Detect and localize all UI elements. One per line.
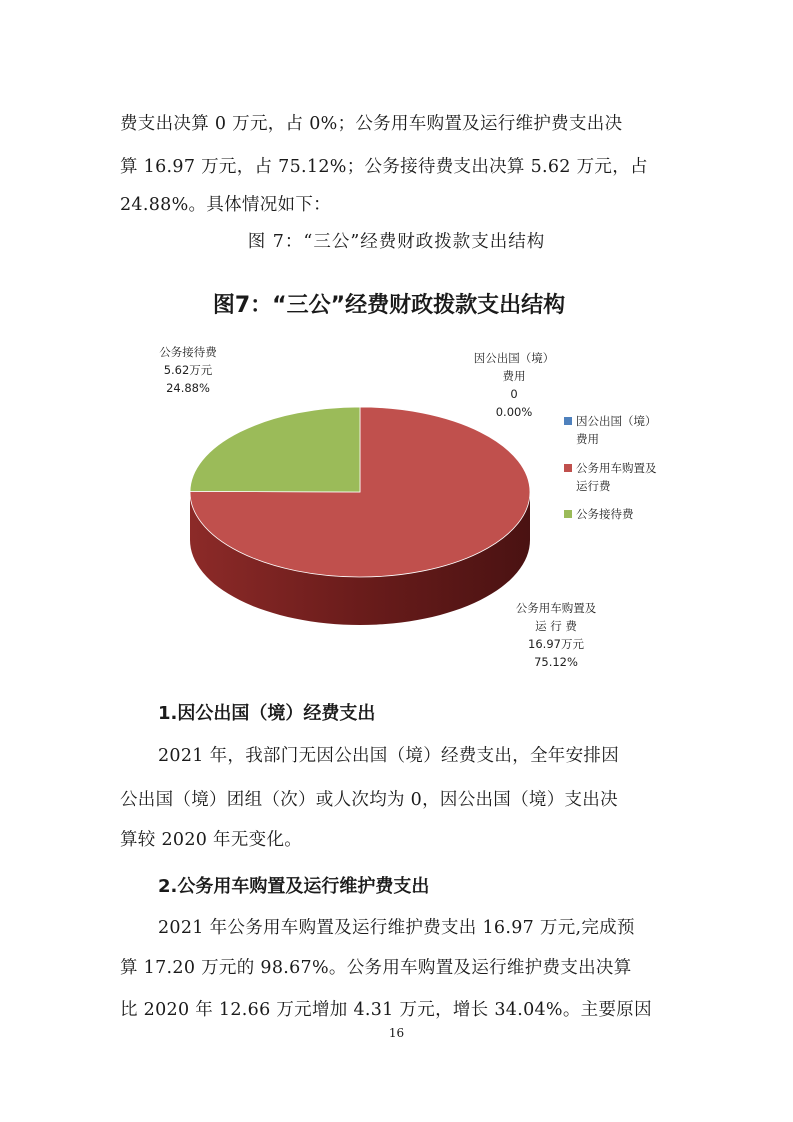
chart-title: 图7：“三公”经费财政拨款支出结构 [212, 293, 566, 318]
legend-label: 公务接待费 [576, 507, 634, 521]
legend-label: 运行费 [576, 479, 611, 493]
legend-swatch [564, 464, 572, 472]
data-label: 因公出国（境） [473, 351, 555, 365]
data-label: 0 [510, 387, 518, 401]
legend-swatch [564, 510, 572, 518]
data-label: 24.88% [166, 381, 210, 395]
data-label: 公务接待费 [159, 345, 217, 359]
legend-swatch [564, 417, 572, 425]
paragraph-line: 算 17.20 万元的 98.67%。公务用车购置及运行维护费支出决算 [120, 958, 632, 978]
data-label: 16.97万元 [528, 637, 584, 651]
section-heading: 2.公务用车购置及运行维护费支出 [158, 876, 430, 897]
data-label: 费用 [502, 369, 526, 383]
paragraph-line: 费支出决算 0 万元，占 0%；公务用车购置及运行维护费支出决 [120, 114, 623, 134]
paragraph-line: 算 16.97 万元，占 75.12%；公务接待费支出决算 5.62 万元，占 [120, 157, 648, 177]
section-heading: 1.因公出国（境）经费支出 [158, 703, 376, 724]
data-label: 0.00% [495, 405, 533, 419]
paragraph-line: 2021 年，我部门无因公出国（境）经费支出，全年安排因 [158, 746, 619, 766]
figure-caption: 图 7：“三公”经费财政拨款支出结构 [247, 232, 546, 252]
paragraph-line: 2021 年公务用车购置及运行维护费支出 16.97 万元,完成预 [158, 918, 635, 938]
paragraph-line: 24.88%。具体情况如下： [120, 195, 331, 215]
data-label: 运 行 费 [535, 619, 577, 633]
legend-label: 公务用车购置及 [576, 461, 657, 475]
paragraph-line: 比 2020 年 12.66 万元增加 4.31 万元，增长 34.04%。主要原因 [120, 1000, 652, 1020]
page-number: 16 [388, 1026, 405, 1040]
legend-label: 费用 [576, 432, 599, 446]
pie-slice [190, 407, 360, 492]
data-label: 5.62万元 [163, 363, 213, 377]
paragraph-line: 公出国（境）团组（次）或人次均为 0，因公出国（境）支出决 [120, 790, 618, 810]
data-label: 公务用车购置及 [515, 601, 597, 615]
paragraph-line: 算较 2020 年无变化。 [120, 830, 303, 850]
legend-label: 因公出国（境） [576, 414, 657, 428]
data-label: 75.12% [534, 655, 578, 669]
